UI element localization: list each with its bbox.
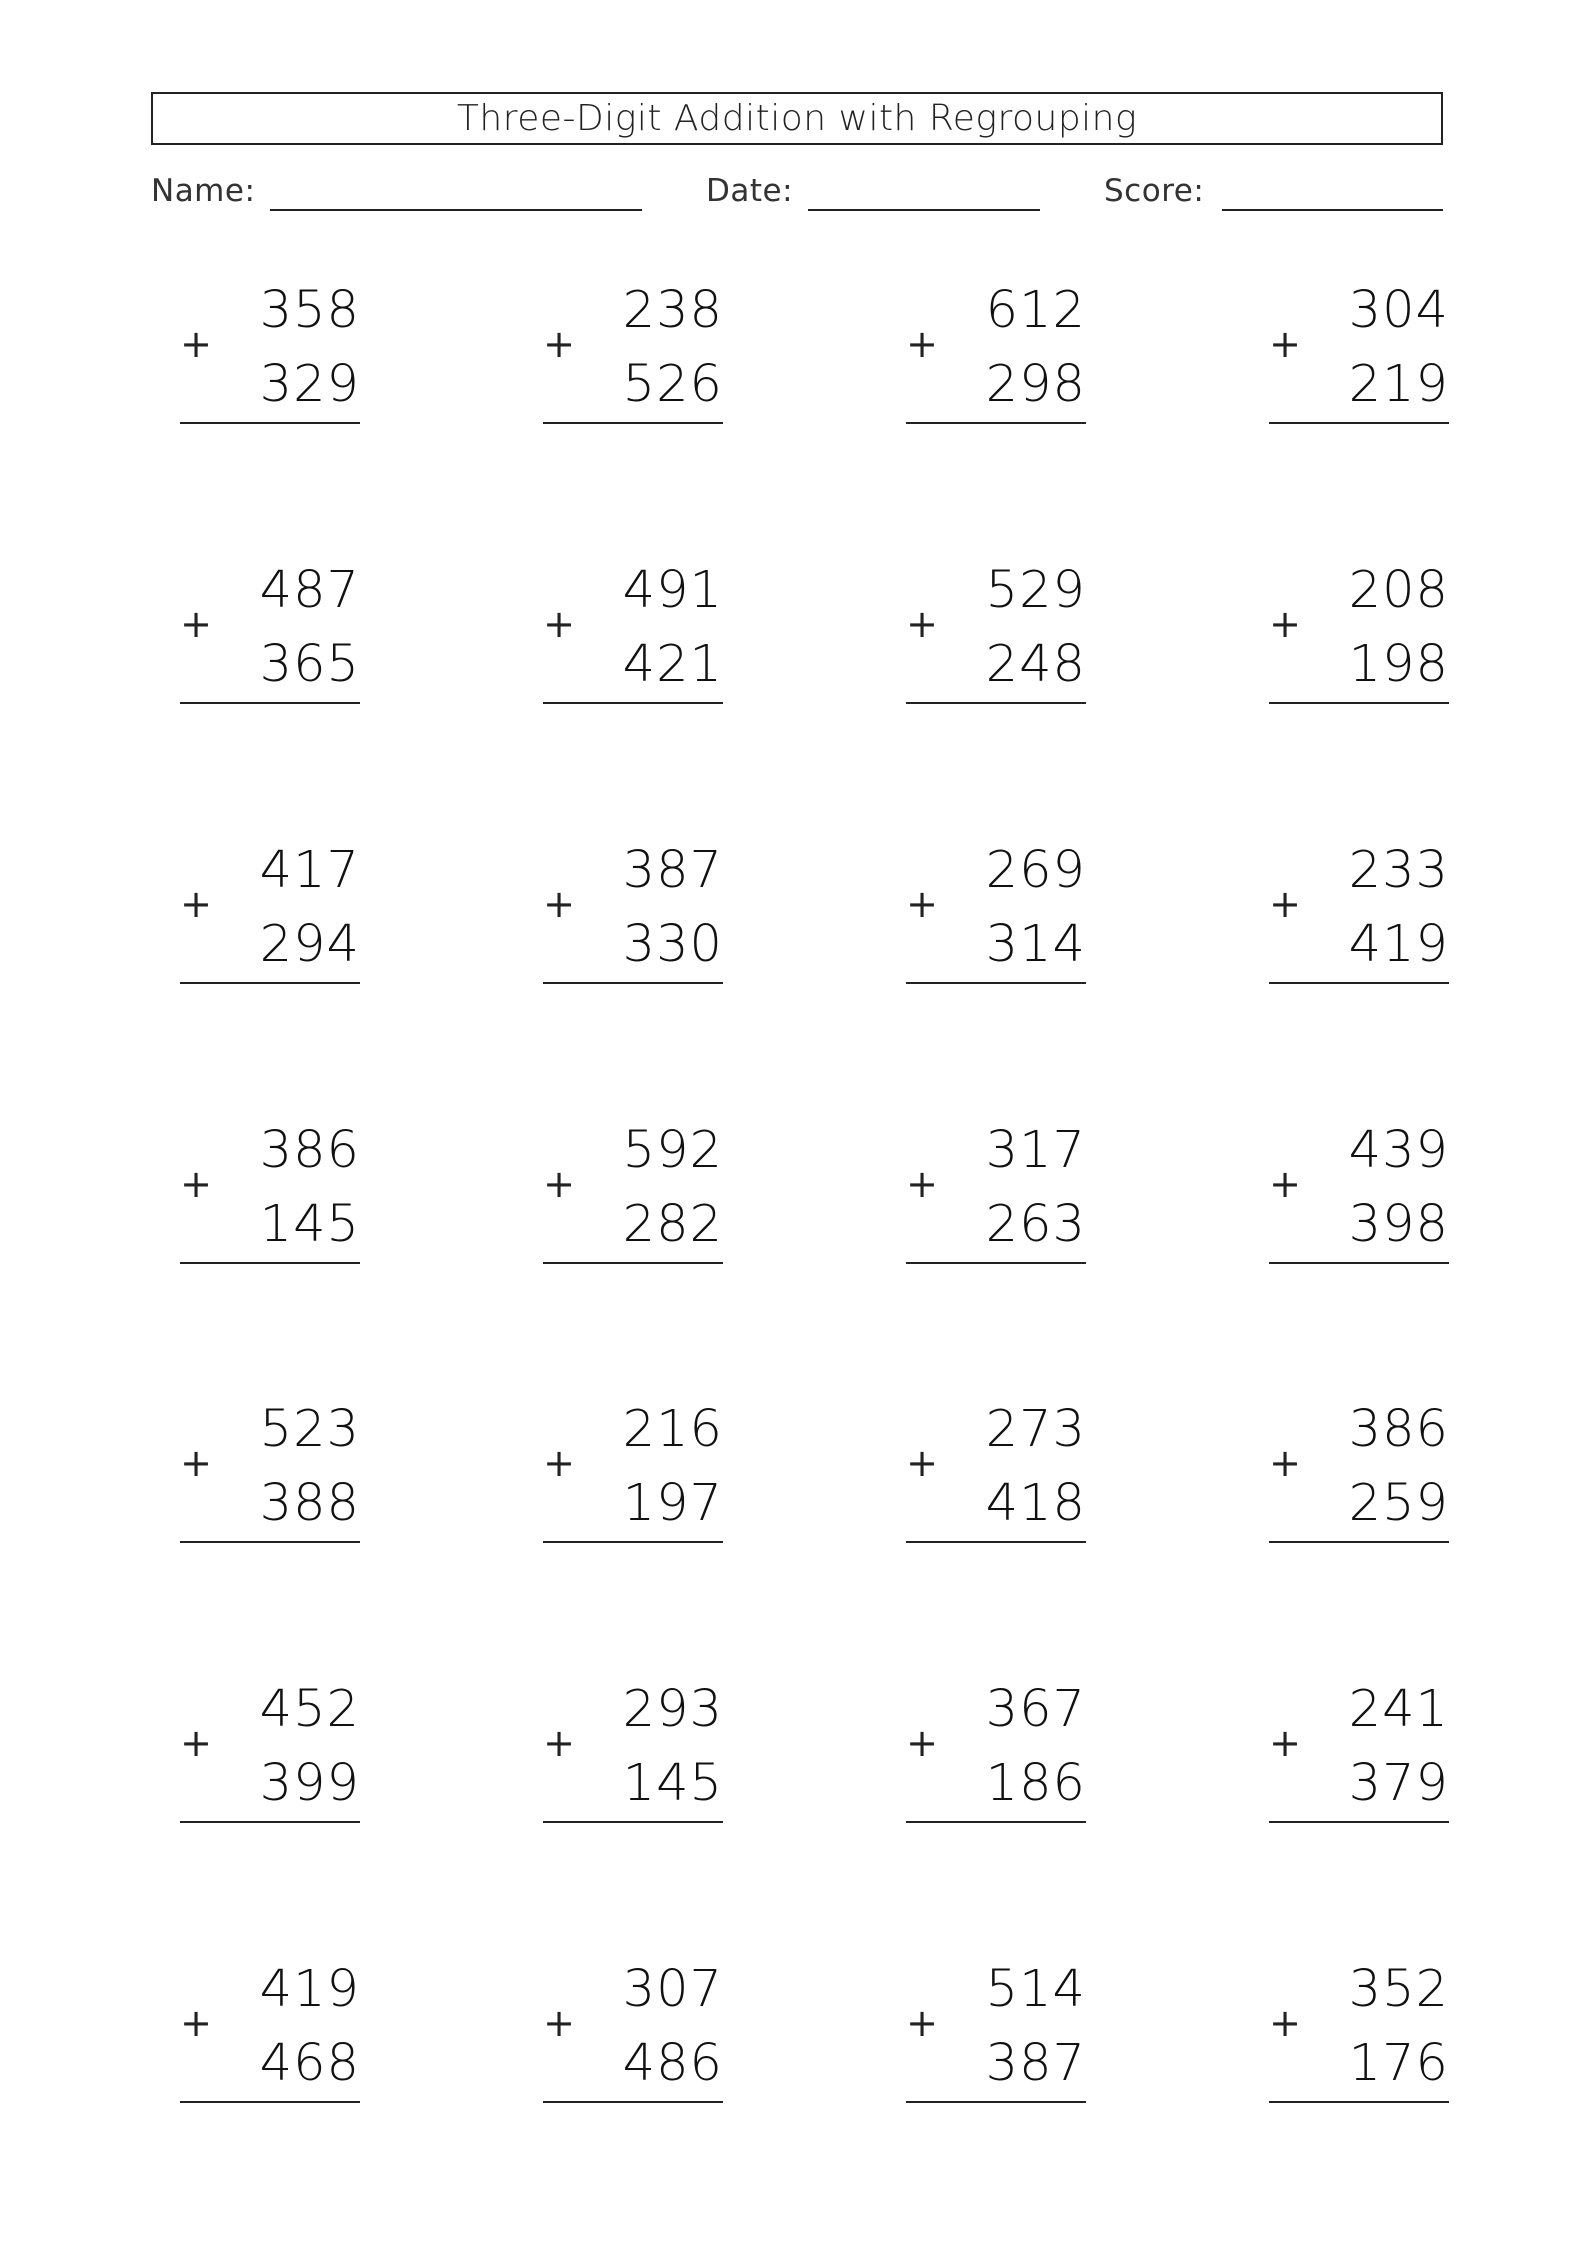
plus-sign: + bbox=[1269, 602, 1301, 646]
plus-sign: + bbox=[543, 882, 575, 926]
plus-sign: + bbox=[1269, 1162, 1301, 1206]
bottom-addend: 314 bbox=[985, 915, 1086, 974]
plus-sign: + bbox=[543, 322, 575, 366]
bottom-addend: 145 bbox=[622, 1754, 723, 1813]
addition-problem bbox=[543, 836, 723, 986]
top-addend: 529 bbox=[985, 561, 1086, 620]
plus-sign: + bbox=[1269, 322, 1301, 366]
addition-problem bbox=[180, 836, 360, 986]
answer-line[interactable] bbox=[180, 1541, 360, 1543]
answer-line[interactable] bbox=[906, 1262, 1086, 1264]
name-label: Name: bbox=[151, 173, 256, 209]
answer-line[interactable] bbox=[180, 1262, 360, 1264]
top-addend: 233 bbox=[1348, 841, 1449, 900]
addition-problem bbox=[906, 1675, 1086, 1825]
top-addend: 523 bbox=[259, 1400, 360, 1459]
top-addend: 238 bbox=[622, 281, 723, 340]
addition-problem bbox=[180, 1955, 360, 2105]
bottom-addend: 379 bbox=[1348, 1754, 1449, 1813]
plus-sign: + bbox=[906, 602, 938, 646]
addition-problem bbox=[1269, 1395, 1449, 1545]
bottom-addend: 399 bbox=[259, 1754, 360, 1813]
top-addend: 417 bbox=[259, 841, 360, 900]
addition-problem bbox=[906, 276, 1086, 426]
answer-line[interactable] bbox=[543, 702, 723, 704]
answer-line[interactable] bbox=[1269, 422, 1449, 424]
top-addend: 491 bbox=[622, 561, 723, 620]
top-addend: 612 bbox=[985, 281, 1086, 340]
answer-line[interactable] bbox=[180, 2101, 360, 2103]
bottom-addend: 186 bbox=[985, 1754, 1086, 1813]
answer-line[interactable] bbox=[543, 1262, 723, 1264]
bottom-addend: 282 bbox=[622, 1195, 723, 1254]
plus-sign: + bbox=[906, 322, 938, 366]
addition-problem bbox=[1269, 556, 1449, 706]
top-addend: 307 bbox=[622, 1960, 723, 2019]
top-addend: 386 bbox=[259, 1121, 360, 1180]
bottom-addend: 263 bbox=[985, 1195, 1086, 1254]
plus-sign: + bbox=[906, 1721, 938, 1765]
addition-problem bbox=[180, 1395, 360, 1545]
bottom-addend: 387 bbox=[985, 2034, 1086, 2093]
plus-sign: + bbox=[1269, 1441, 1301, 1485]
plus-sign: + bbox=[906, 2001, 938, 2045]
answer-line[interactable] bbox=[1269, 1821, 1449, 1823]
addition-problem bbox=[180, 1675, 360, 1825]
bottom-addend: 145 bbox=[259, 1195, 360, 1254]
addition-problem bbox=[543, 1955, 723, 2105]
plus-sign: + bbox=[180, 882, 212, 926]
worksheet-title: Three-Digit Addition with Regrouping bbox=[151, 92, 1443, 145]
bottom-addend: 329 bbox=[259, 355, 360, 414]
top-addend: 352 bbox=[1348, 1960, 1449, 2019]
answer-line[interactable] bbox=[180, 422, 360, 424]
bottom-addend: 421 bbox=[622, 635, 723, 694]
plus-sign: + bbox=[180, 2001, 212, 2045]
answer-line[interactable] bbox=[543, 982, 723, 984]
bottom-addend: 526 bbox=[622, 355, 723, 414]
top-addend: 439 bbox=[1348, 1121, 1449, 1180]
answer-line[interactable] bbox=[906, 1821, 1086, 1823]
addition-problem bbox=[1269, 1955, 1449, 2105]
addition-problem bbox=[906, 1395, 1086, 1545]
answer-line[interactable] bbox=[543, 422, 723, 424]
bottom-addend: 219 bbox=[1348, 355, 1449, 414]
plus-sign: + bbox=[180, 602, 212, 646]
top-addend: 273 bbox=[985, 1400, 1086, 1459]
answer-line[interactable] bbox=[1269, 1262, 1449, 1264]
answer-line[interactable] bbox=[543, 2101, 723, 2103]
bottom-addend: 365 bbox=[259, 635, 360, 694]
answer-line[interactable] bbox=[906, 702, 1086, 704]
addition-problem bbox=[543, 556, 723, 706]
top-addend: 269 bbox=[985, 841, 1086, 900]
plus-sign: + bbox=[906, 1162, 938, 1206]
top-addend: 386 bbox=[1348, 1400, 1449, 1459]
top-addend: 487 bbox=[259, 561, 360, 620]
score-label: Score: bbox=[1104, 173, 1205, 209]
plus-sign: + bbox=[180, 1441, 212, 1485]
addition-problem bbox=[180, 1116, 360, 1266]
answer-line[interactable] bbox=[906, 982, 1086, 984]
answer-line[interactable] bbox=[543, 1821, 723, 1823]
top-addend: 514 bbox=[985, 1960, 1086, 2019]
top-addend: 367 bbox=[985, 1680, 1086, 1739]
answer-line[interactable] bbox=[180, 982, 360, 984]
answer-line[interactable] bbox=[906, 422, 1086, 424]
answer-line[interactable] bbox=[180, 1821, 360, 1823]
bottom-addend: 418 bbox=[985, 1474, 1086, 1533]
answer-line[interactable] bbox=[1269, 1541, 1449, 1543]
bottom-addend: 419 bbox=[1348, 915, 1449, 974]
top-addend: 241 bbox=[1348, 1680, 1449, 1739]
addition-problem bbox=[543, 276, 723, 426]
plus-sign: + bbox=[1269, 1721, 1301, 1765]
addition-problem bbox=[543, 1116, 723, 1266]
bottom-addend: 248 bbox=[985, 635, 1086, 694]
top-addend: 317 bbox=[985, 1121, 1086, 1180]
addition-problem bbox=[180, 556, 360, 706]
bottom-addend: 398 bbox=[1348, 1195, 1449, 1254]
plus-sign: + bbox=[543, 602, 575, 646]
addition-problem bbox=[906, 556, 1086, 706]
bottom-addend: 176 bbox=[1348, 2034, 1449, 2093]
bottom-addend: 486 bbox=[622, 2034, 723, 2093]
plus-sign: + bbox=[543, 1162, 575, 1206]
plus-sign: + bbox=[543, 1721, 575, 1765]
top-addend: 592 bbox=[622, 1121, 723, 1180]
answer-line[interactable] bbox=[543, 1541, 723, 1543]
top-addend: 216 bbox=[622, 1400, 723, 1459]
top-addend: 293 bbox=[622, 1680, 723, 1739]
date-label: Date: bbox=[706, 173, 794, 209]
addition-problem bbox=[906, 1955, 1086, 2105]
plus-sign: + bbox=[906, 1441, 938, 1485]
addition-problem bbox=[180, 276, 360, 426]
bottom-addend: 298 bbox=[985, 355, 1086, 414]
addition-problem bbox=[1269, 1675, 1449, 1825]
addition-problem bbox=[906, 1116, 1086, 1266]
answer-line[interactable] bbox=[1269, 702, 1449, 704]
plus-sign: + bbox=[180, 322, 212, 366]
bottom-addend: 198 bbox=[1348, 635, 1449, 694]
top-addend: 452 bbox=[259, 1680, 360, 1739]
addition-problem bbox=[1269, 836, 1449, 986]
top-addend: 304 bbox=[1348, 281, 1449, 340]
top-addend: 419 bbox=[259, 1960, 360, 2019]
top-addend: 387 bbox=[622, 841, 723, 900]
bottom-addend: 197 bbox=[622, 1474, 723, 1533]
bottom-addend: 294 bbox=[259, 915, 360, 974]
bottom-addend: 259 bbox=[1348, 1474, 1449, 1533]
plus-sign: + bbox=[543, 2001, 575, 2045]
plus-sign: + bbox=[543, 1441, 575, 1485]
bottom-addend: 330 bbox=[622, 915, 723, 974]
addition-problem bbox=[543, 1675, 723, 1825]
top-addend: 208 bbox=[1348, 561, 1449, 620]
bottom-addend: 388 bbox=[259, 1474, 360, 1533]
answer-line[interactable] bbox=[1269, 2101, 1449, 2103]
addition-problem bbox=[1269, 1116, 1449, 1266]
addition-problem bbox=[1269, 276, 1449, 426]
plus-sign: + bbox=[906, 882, 938, 926]
plus-sign: + bbox=[180, 1721, 212, 1765]
top-addend: 358 bbox=[259, 281, 360, 340]
addition-problem bbox=[543, 1395, 723, 1545]
answer-line[interactable] bbox=[906, 2101, 1086, 2103]
plus-sign: + bbox=[1269, 882, 1301, 926]
plus-sign: + bbox=[180, 1162, 212, 1206]
addition-problem bbox=[906, 836, 1086, 986]
plus-sign: + bbox=[1269, 2001, 1301, 2045]
answer-line[interactable] bbox=[180, 702, 360, 704]
answer-line[interactable] bbox=[906, 1541, 1086, 1543]
answer-line[interactable] bbox=[1269, 982, 1449, 984]
bottom-addend: 468 bbox=[259, 2034, 360, 2093]
